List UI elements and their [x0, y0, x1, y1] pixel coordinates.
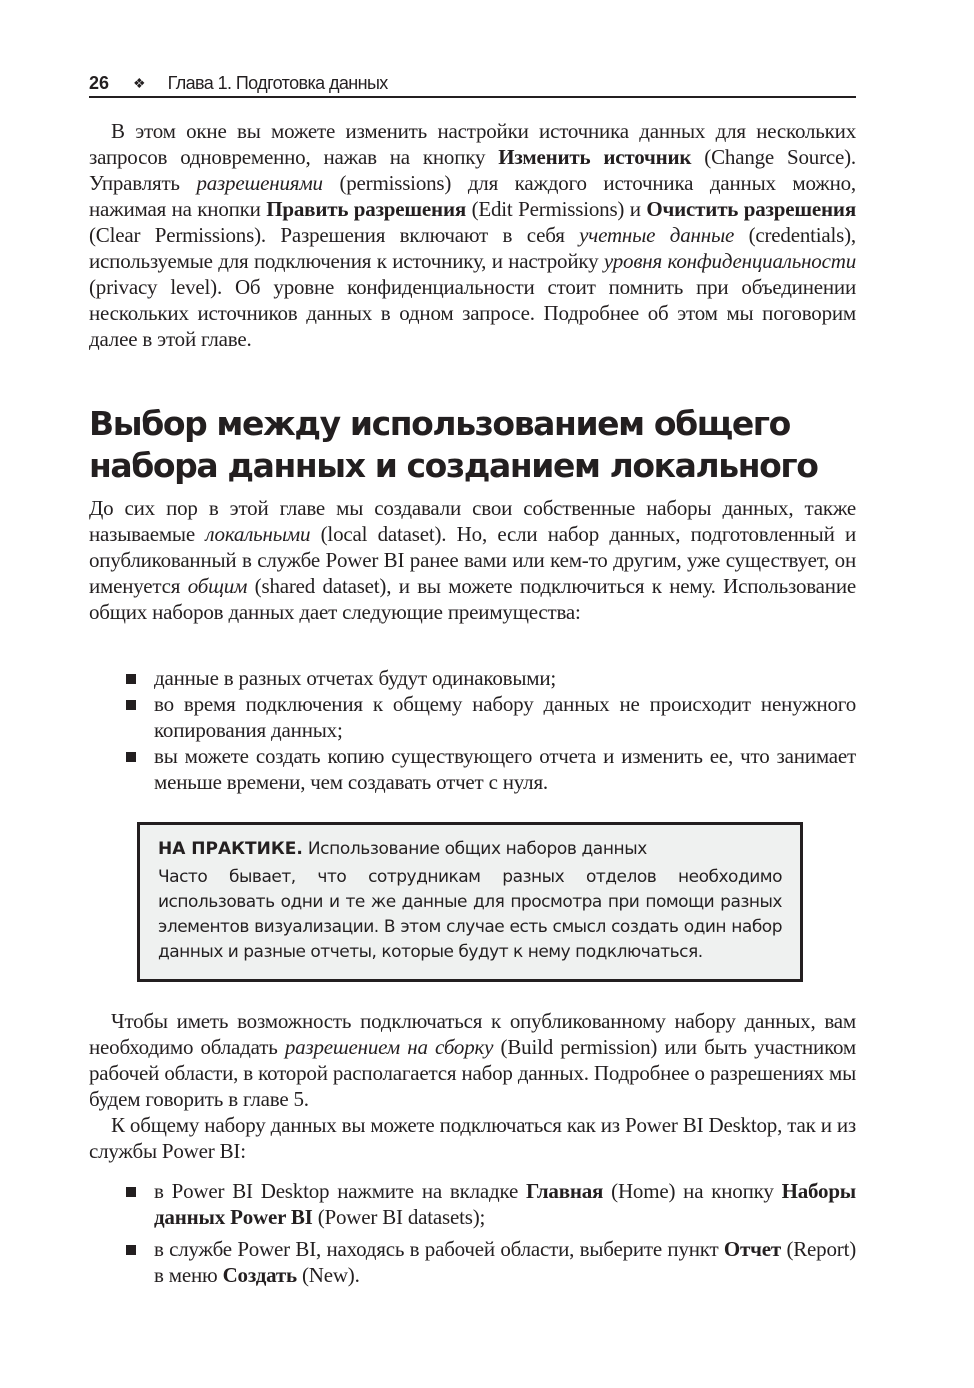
- italic-term: общим: [187, 574, 248, 598]
- text-run: (local dataset). Но, если набор данных, подготовленный и опубликованный в службе Power BI ранее вами или кем-то другим, уже существует, он именуется: [89, 522, 856, 598]
- text-run: Чтобы иметь возможность подключаться к опубликованному набору данных, вам необходимо обладать: [89, 1009, 856, 1059]
- connect-steps-list: [89, 1178, 856, 1294]
- square-bullet-icon: [126, 1245, 136, 1255]
- text-run: К общему набору данных вы можете подключаться как из Power BI Desktop, так и из службы Power BI:: [89, 1113, 856, 1163]
- text-run: (New).: [296, 1263, 360, 1287]
- text-run: (permissions) для каждого источника данных можно, нажимая на кнопки: [89, 171, 856, 221]
- text-run: До сих пор в этой главе мы создавали свои собственные наборы данных, также называемые: [89, 496, 856, 546]
- note-body: Часто бывает, что сотрудникам разных отделов необходимо использовать одни и те же данные для просмотра при помощи разных элементов визуализации. В этом случае есть смысл создать один набор данных и разные отчеты, которые будут к нему подключаться.: [158, 867, 782, 962]
- text-run: (Build permission) или быть участником рабочей области, в которой располагается набор данных. Подробнее о разрешениях мы будем говорить в главе 5.: [89, 1035, 856, 1111]
- paragraph-build-permission: [89, 1008, 856, 1112]
- list-item: [89, 1178, 856, 1230]
- list-item: [89, 743, 856, 795]
- text-run: в Power BI Desktop нажмите на вкладке: [154, 1179, 527, 1203]
- advantages-list: [89, 665, 856, 795]
- bold-term: Отчет: [723, 1237, 782, 1261]
- square-bullet-icon: [126, 674, 136, 684]
- bold-term: Править разрешения: [266, 197, 467, 221]
- note-title: [158, 837, 782, 862]
- text-run: (Clear Permissions). Разрешения включают в себя: [89, 223, 580, 247]
- italic-term: локальными: [205, 522, 311, 546]
- list-item: [89, 1236, 856, 1288]
- text-run: данные в разных отчетах будут одинаковыми;: [154, 666, 557, 690]
- italic-term: учетные данные: [579, 223, 735, 247]
- text-run: в службе Power BI, находясь в рабочей области, выберите пункт: [154, 1237, 724, 1261]
- chapter-title: Глава 1. Подготовка данных: [167, 72, 388, 93]
- paragraph-shared-dataset-intro: [89, 495, 856, 625]
- text-run: вы можете создать копию существующего отчета и изменить ее, что занимает меньше времени, чем создавать отчет с нуля.: [154, 744, 856, 794]
- note-lead: НА ПРАКТИКЕ.: [158, 839, 303, 859]
- text-run: (Edit Permissions) и: [466, 197, 647, 221]
- bold-term: Создать: [222, 1263, 297, 1287]
- closing-paragraphs: [89, 1008, 856, 1164]
- text-run: (Home) на кнопку: [603, 1179, 782, 1203]
- square-bullet-icon: [126, 752, 136, 762]
- text-run: (privacy level). Об уровне конфиденциальности стоит помнить при объединении нескольких источников данных в одном запросе. Подробнее об этом мы поговорим далее в этой главе.: [89, 275, 856, 351]
- text-run: (Power BI datasets);: [312, 1205, 486, 1229]
- italic-term: разрешениями: [196, 171, 323, 195]
- bold-term: Изменить источник: [498, 145, 692, 169]
- text-run: В этом окне вы можете изменить настройки источника данных для нескольких запросов одновременно, нажав на кнопку: [89, 119, 856, 169]
- text-run: (shared dataset), и вы можете подключиться к нему. Использование общих наборов данных дает следующие преимущества:: [89, 574, 856, 624]
- square-bullet-icon: [126, 700, 136, 710]
- bold-term: Очистить разрешения: [646, 197, 856, 221]
- text-run: (Change Source). Управлять: [89, 145, 856, 195]
- paragraph-data-source-settings: [89, 118, 856, 352]
- text-run: во время подключения к общему набору данных не происходит ненужного копирования данных;: [154, 692, 856, 742]
- italic-term: уровня конфиденциальности: [603, 249, 856, 273]
- list-item: [89, 665, 856, 691]
- square-bullet-icon: [126, 1187, 136, 1197]
- text-run: (Report) в меню: [154, 1237, 856, 1287]
- paragraph-connect-options: [89, 1112, 856, 1164]
- bold-term: Главная: [526, 1179, 604, 1203]
- list-item: [89, 691, 856, 743]
- practice-note-box: [137, 822, 803, 982]
- italic-term: разрешением на сборку: [284, 1035, 494, 1059]
- bold-term: Наборы данных Power BI: [154, 1179, 856, 1229]
- page-number: 26: [89, 72, 110, 93]
- note-title-text: Использование общих наборов данных: [302, 839, 647, 859]
- section-heading: Выбор между использованием общего набора данных и созданием локального: [89, 404, 818, 485]
- ornament-icon: ❖: [133, 74, 146, 91]
- text-run: (credentials), используемые для подключения к источнику, и настройку: [89, 223, 856, 273]
- running-head: [89, 70, 856, 98]
